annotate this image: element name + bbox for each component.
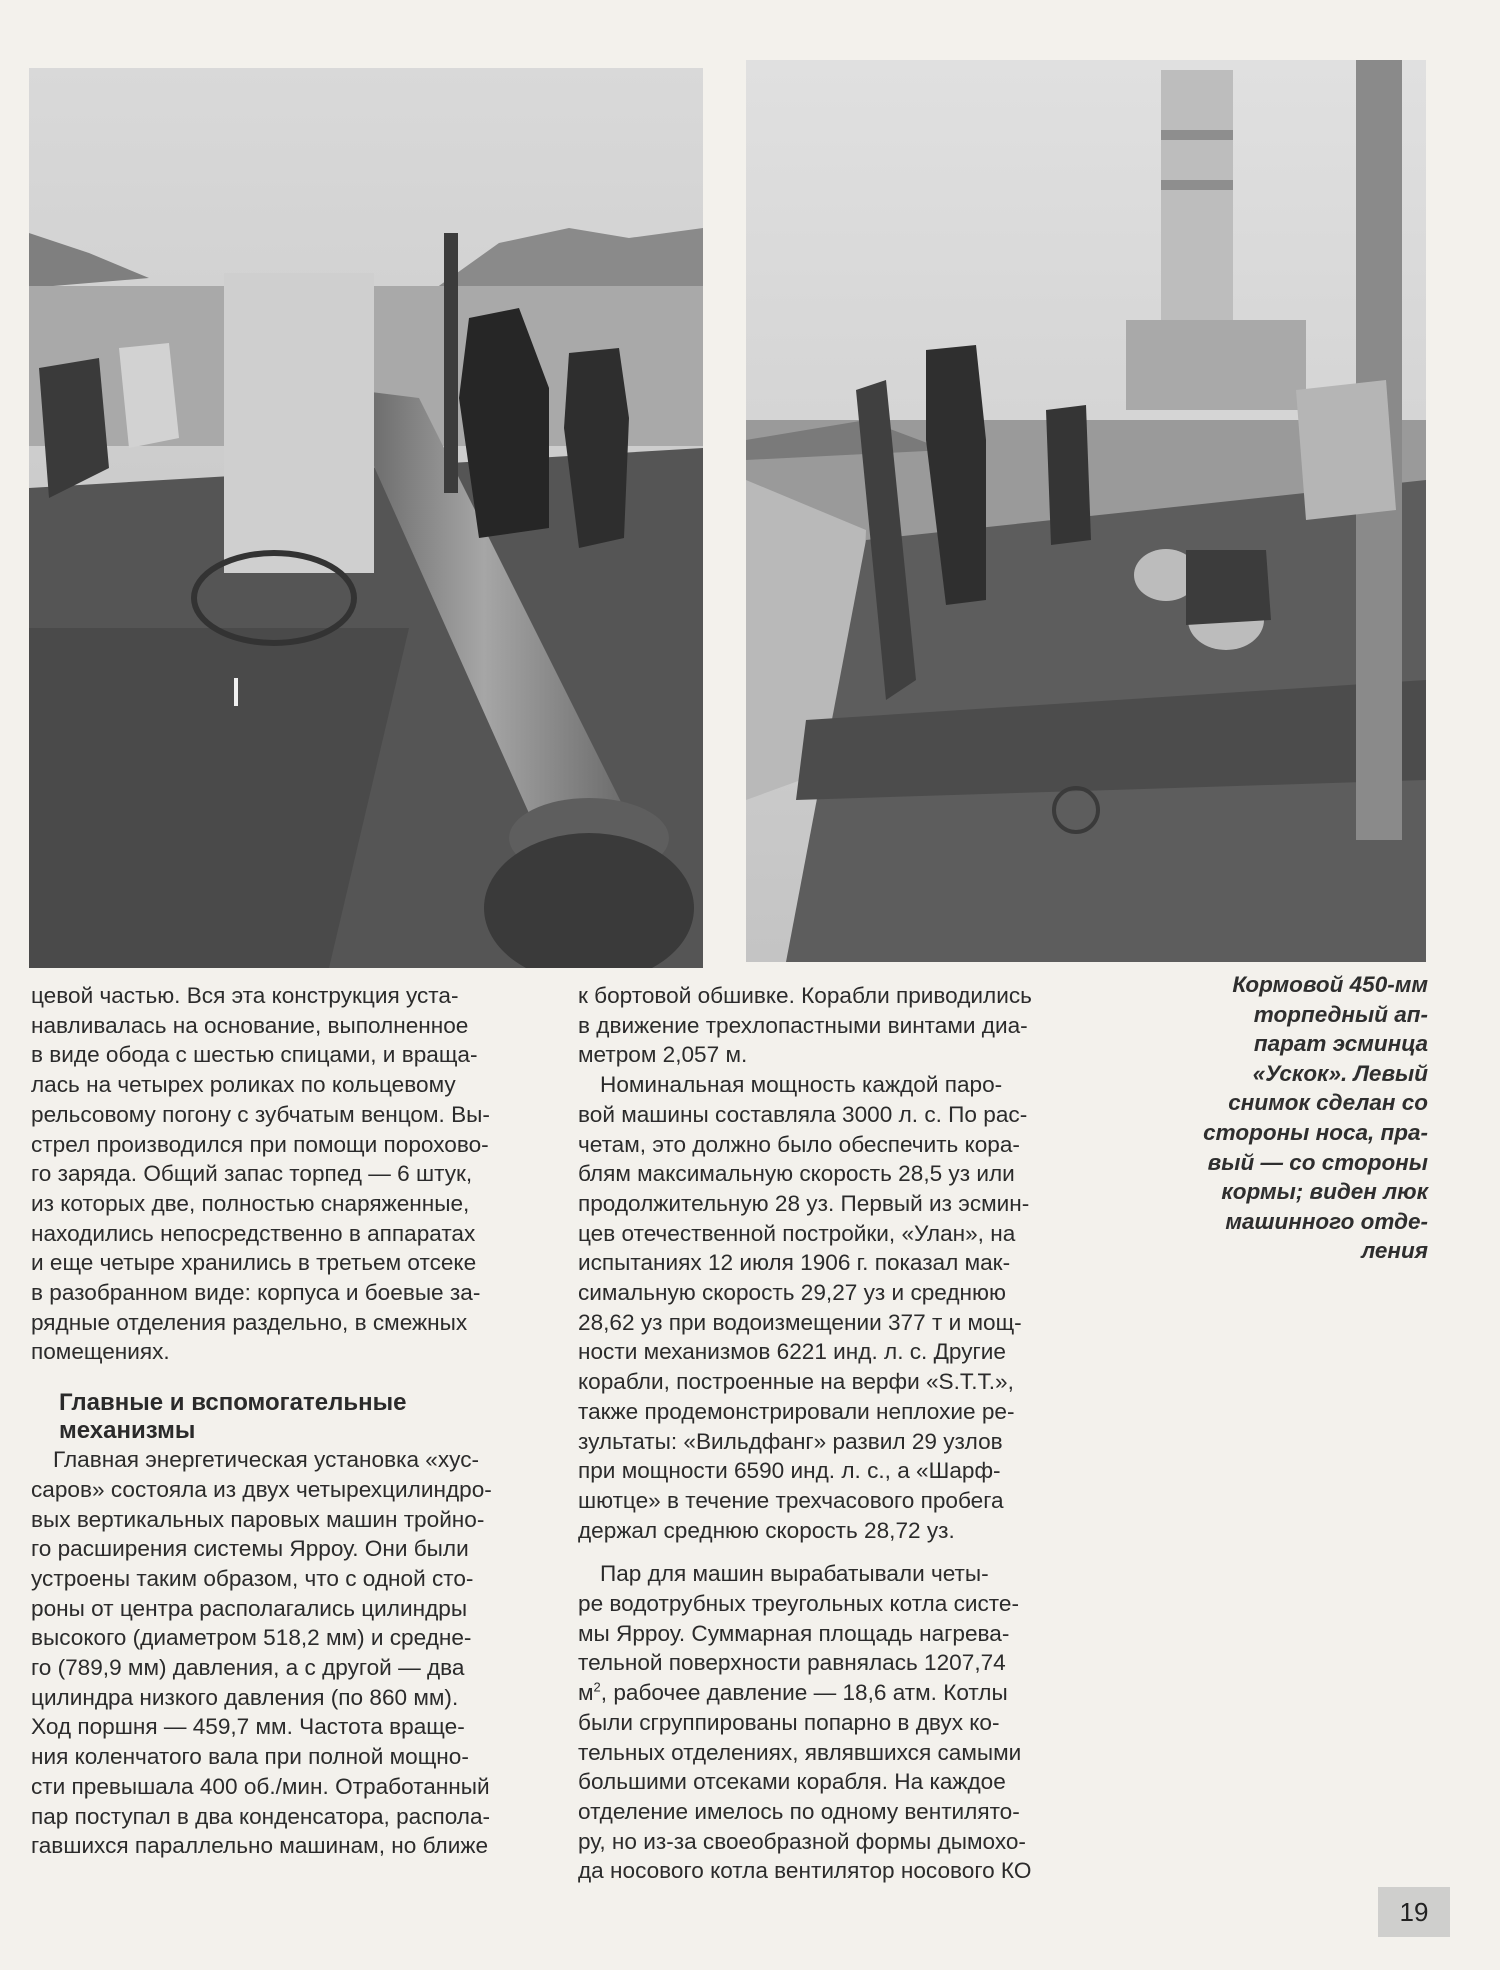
page-number-text: 19 — [1399, 1896, 1429, 1927]
section-heading — [59, 1389, 559, 1445]
text-line: гавшихся параллельно машинам, но ближе — [31, 1833, 489, 1859]
text-line: сти превышала 400 об./мин. Отработанный — [31, 1773, 490, 1799]
text-line: ния коленчатого вала при полной мощно- — [31, 1744, 469, 1770]
superscript: 2 — [593, 1679, 601, 1695]
text-line: отделение имелось по одному вентилято- — [578, 1798, 1020, 1824]
text-line: го (789,9 мм) давления, а с другой — два — [31, 1655, 465, 1681]
text-line: ру, но из-за своеобразной формы дымохо- — [578, 1828, 1026, 1854]
text-line: тельных отделениях, являвшихся самыми — [578, 1739, 1022, 1765]
text-line: устроены таким образом, что с одной сто- — [31, 1565, 474, 1591]
caption-line: парат эсминца — [1253, 1031, 1428, 1057]
text-line: вой машины составляла 3000 л. с. По рас- — [578, 1101, 1028, 1127]
text-line: стрел производился при помощи порохово- — [31, 1131, 489, 1157]
text-line: в разобранном виде: корпуса и боевые за- — [31, 1280, 481, 1306]
text-line: вых вертикальных паровых машин тройно- — [31, 1506, 485, 1532]
paragraph-main-powerplant — [31, 1445, 559, 1861]
text-line: четам, это должно было обеспечить кора- — [578, 1131, 1020, 1157]
text-line: находились непосредственно в аппаратах — [31, 1220, 476, 1246]
text-line: также продемонстрировали неплохие ре- — [578, 1398, 1015, 1424]
text-line: шютце» в течение трехчасового пробега — [578, 1487, 1004, 1513]
text-line: цевой частью. Вся эта конструкция уста- — [31, 983, 459, 1008]
text-line: в виде обода с шестью спицами, и враща- — [31, 1042, 478, 1068]
text-line: рядные отделения раздельно, в смежных — [31, 1309, 468, 1335]
text-line: пар поступал в два конденсатора, распола- — [31, 1803, 491, 1829]
text-line: Ход поршня — 459,7 мм. Частота враще- — [31, 1714, 465, 1740]
caption-line: вый — со стороны — [1207, 1149, 1428, 1175]
photo-torpedo-tube-from-bow — [29, 68, 703, 968]
text-line: блям максимальную скорость 28,5 уз или — [578, 1161, 1015, 1187]
text-line: 28,62 уз при водоизмещении 377 т и мощ- — [578, 1309, 1022, 1335]
text-line: из которых две, полностью снаряженные, — [31, 1190, 470, 1216]
paragraph-power-and-speed — [578, 1070, 1130, 1545]
text-line: го расширения системы Ярроу. Они были — [31, 1536, 469, 1562]
text-line: тельной поверхности равнялась 1207,74 — [578, 1650, 1006, 1676]
text-line: продолжительную 28 уз. Первый из эсмин- — [578, 1190, 1030, 1216]
text-line: го заряда. Общий запас торпед — 6 штук, — [31, 1161, 473, 1187]
heading-line: Главные и вспомогательные — [59, 1389, 407, 1417]
caption-line: ления — [1361, 1238, 1428, 1264]
text-line: при мощности 6590 инд. л. с., а «Шарф- — [578, 1458, 1001, 1484]
text-line: испытаниях 12 июля 1906 г. показал мак- — [578, 1250, 1011, 1276]
caption-line: торпедный ап- — [1253, 1001, 1428, 1027]
text-line: в движение трехлопастными винтами диа- — [578, 1012, 1028, 1038]
text-line: да носового котла вентилятор носового КО — [578, 1858, 1032, 1884]
text-line: Номинальная мощность каждой паро- — [600, 1072, 1003, 1098]
text-line: и еще четыре хранились в третьем отсеке — [31, 1250, 477, 1276]
text-line: к бортовой обшивке. Корабли приводились — [578, 983, 1032, 1008]
caption-line: стороны носа, пра- — [1203, 1119, 1428, 1145]
caption-line: машинного отде- — [1225, 1208, 1428, 1234]
text-line: цев отечественной постройки, «Улан», на — [578, 1220, 1016, 1246]
text-line: Пар для машин вырабатывали четы- — [600, 1561, 989, 1587]
text-line: зультаты: «Вильдфанг» развил 29 узлов — [578, 1428, 1003, 1454]
paragraph-construction — [31, 981, 559, 1367]
text-column-left — [31, 981, 559, 1861]
text-line: роны от центра располагались цилиндры — [31, 1595, 468, 1621]
caption-line: Кормовой 450-мм — [1232, 972, 1428, 997]
text-column-right — [578, 981, 1130, 1886]
heading-line: механизмы — [59, 1417, 196, 1445]
text-line: высокого (диаметром 518,2 мм) и средне- — [31, 1625, 472, 1651]
text-line: ности механизмов 6221 инд. л. с. Другие — [578, 1339, 1006, 1365]
caption-line: кормы; виден люк — [1221, 1179, 1428, 1205]
text-line: саров» состояла из двух четырехцилиндро- — [31, 1476, 492, 1502]
page-number — [1378, 1887, 1450, 1937]
caption-line: снимок сделан со — [1228, 1090, 1428, 1116]
text-line: ре водотрубных треугольных котла систе- — [578, 1591, 1019, 1617]
text-line — [578, 1678, 1130, 1708]
text-line: были сгруппированы попарно в двух ко- — [578, 1709, 1000, 1735]
text-line: симальную скорость 29,27 уз и среднюю — [578, 1280, 1006, 1306]
text-line: лась на четырех роликах по кольцевому — [31, 1072, 456, 1098]
text-fragment: , рабочее давление — 18,6 атм. Котлы — [600, 1680, 1008, 1706]
text-line: мы Ярроу. Суммарная площадь нагрева- — [578, 1620, 1010, 1646]
unit-text: м — [578, 1680, 594, 1706]
paragraph-boilers — [578, 1559, 1130, 1886]
caption-line: «Ускок». Левый — [1252, 1060, 1428, 1086]
text-line: большими отсеками корабля. На каждое — [578, 1769, 1006, 1795]
text-line: корабли, построенные на верфи «S.T.T.», — [578, 1369, 1014, 1395]
text-line: рельсовому погону с зубчатым венцом. Вы- — [31, 1101, 490, 1127]
text-line: Главная энергетическая установка «хус- — [53, 1447, 480, 1473]
paragraph-propellers — [578, 981, 1130, 1070]
text-line: держал среднюю скорость 28,72 уз. — [578, 1517, 955, 1543]
text-line: навливалась на основание, выполненное — [31, 1012, 469, 1038]
photo-caption — [1168, 970, 1428, 1266]
text-line: метром 2,057 м. — [578, 1042, 748, 1068]
photo-torpedo-tube-from-stern — [746, 60, 1426, 962]
text-line: помещениях. — [31, 1339, 170, 1365]
text-line: цилиндра низкого давления (по 860 мм). — [31, 1684, 459, 1710]
